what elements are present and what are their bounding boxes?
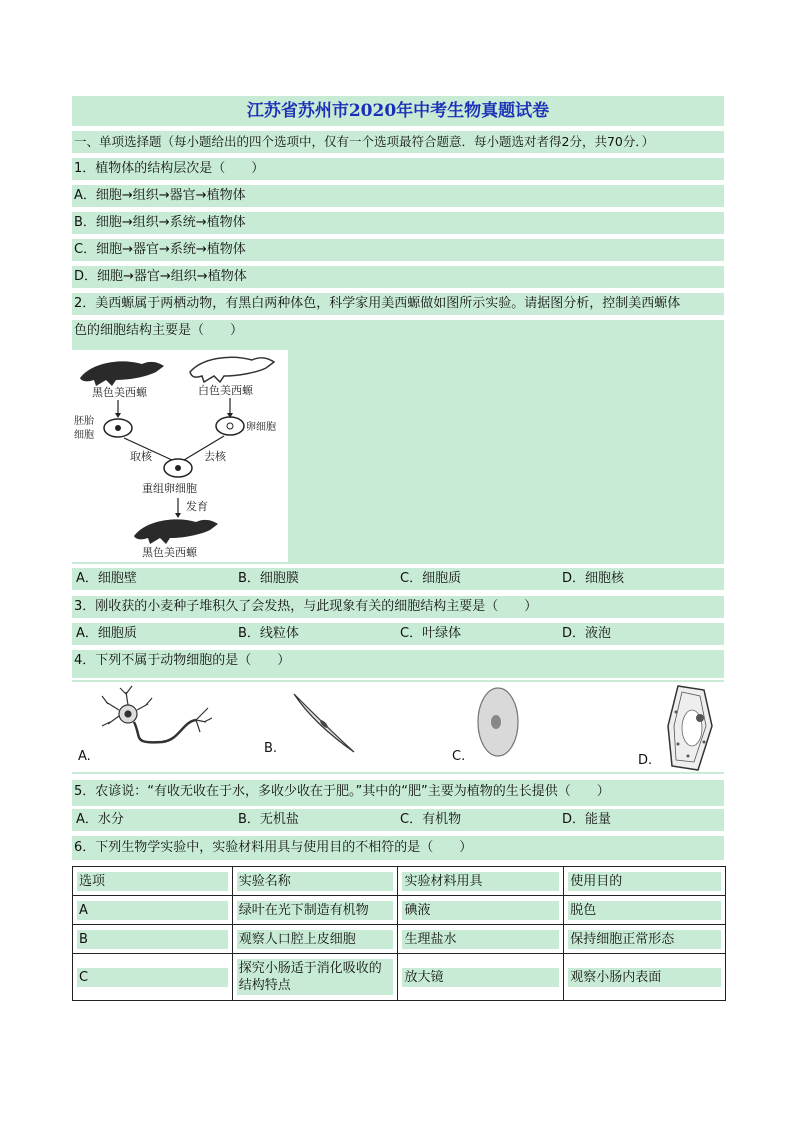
q5-stem: 5．农谚说：“有收无收在于水，多收少收在于肥。”其中的“肥”主要为植物的生长提供（ ） <box>74 784 610 799</box>
cell-materials: 放大镜 <box>402 968 559 987</box>
table-row <box>73 925 726 954</box>
table-header <box>564 867 726 896</box>
label-result-axolotl: 黑色美西螈 <box>142 546 197 559</box>
table-cell <box>398 954 564 1001</box>
cells-diagram <box>72 682 724 772</box>
q5-options-band <box>72 809 724 831</box>
plant-cell-icon <box>668 686 712 770</box>
table-cell <box>398 896 564 925</box>
round-cell-icon <box>478 688 518 756</box>
q2-option-d[interactable]: D．细胞核 <box>562 571 625 586</box>
result-axolotl-icon <box>134 519 218 544</box>
table-cell <box>73 925 233 954</box>
black-axolotl-icon <box>80 361 164 386</box>
neuron-icon <box>102 686 212 742</box>
q5-option-b[interactable]: B．无机盐 <box>238 812 299 827</box>
q3-options-band <box>72 623 724 645</box>
cell-experiment: 观察人口腔上皮细胞 <box>237 930 394 949</box>
q5-option-d[interactable]: D．能量 <box>562 812 612 827</box>
q4-label-a[interactable]: A. <box>78 749 91 764</box>
q6-stem: 6．下列生物学实验中，实验材料用具与使用目的不相符的是（ ） <box>74 840 473 855</box>
table-cell <box>73 954 233 1001</box>
table-header <box>398 867 564 896</box>
q2-stem-line2: 色的细胞结构主要是（ ） <box>74 323 244 338</box>
q5-option-c[interactable]: C．有机物 <box>400 812 462 827</box>
q2-option-b[interactable]: B．细胞膜 <box>238 571 299 586</box>
table-cell <box>564 954 726 1001</box>
egg-cell-icon <box>216 417 244 435</box>
page-title: 江苏省苏州市2020年中考生物真题试卷 <box>246 101 550 121</box>
table-row <box>73 954 726 1001</box>
cell-experiment: 探究小肠适于消化吸收的结构特点 <box>237 959 394 995</box>
cell-materials: 碘液 <box>402 901 559 920</box>
cell-materials: 生理盐水 <box>402 930 559 949</box>
q2-option-a[interactable]: A．细胞壁 <box>76 571 137 586</box>
q4-stem: 4．下列不属于动物细胞的是（ ） <box>74 653 291 668</box>
q2-stem-line1: 2．美西螈属于两栖动物，有黑白两种体色，科学家用美西螈做如图所示实验。请据图分析，控制美西螈体 <box>74 296 681 311</box>
cell-option[interactable]: A <box>77 901 228 920</box>
q2-options-band <box>72 568 724 590</box>
experiment-table <box>72 866 726 1001</box>
table-header <box>232 867 398 896</box>
axolotl-experiment-figure <box>72 350 288 562</box>
q1-option-b[interactable]: B．细胞→组织→系统→植物体 <box>74 215 246 230</box>
white-axolotl-icon <box>190 357 274 382</box>
label-recombined-egg: 重组卵细胞 <box>142 482 197 495</box>
q1-stem: 1．植物体的结构层次是（ ） <box>74 161 265 176</box>
cell-experiment: 绿叶在光下制造有机物 <box>237 901 394 920</box>
q3-option-c[interactable]: C．叶绿体 <box>400 626 462 641</box>
q1-option-c[interactable]: C．细胞→器官→系统→植物体 <box>74 242 246 257</box>
q3-option-b[interactable]: B．线粒体 <box>238 626 299 641</box>
label-egg-cell: 卵细胞 <box>246 422 276 433</box>
header-option: 选项 <box>77 872 228 891</box>
q2-option-c[interactable]: C．细胞质 <box>400 571 462 586</box>
table-cell <box>564 925 726 954</box>
cell-purpose: 脱色 <box>568 901 721 920</box>
table-cell <box>564 896 726 925</box>
header-purpose: 使用目的 <box>568 872 721 891</box>
table-row <box>73 896 726 925</box>
q3-option-a[interactable]: A．细胞质 <box>76 626 137 641</box>
table-cell <box>73 896 233 925</box>
cells-figure <box>72 682 724 772</box>
label-develop: 发育 <box>186 500 208 513</box>
q3-option-d[interactable]: D．液泡 <box>562 626 612 641</box>
q1-option-a[interactable]: A．细胞→组织→器官→植物体 <box>74 188 246 203</box>
cell-purpose: 保持细胞正常形态 <box>568 930 721 949</box>
cell-option[interactable]: B <box>77 930 228 949</box>
table-header <box>73 867 233 896</box>
label-white-axolotl: 白色美西螈 <box>198 384 253 397</box>
header-experiment: 实验名称 <box>237 872 394 891</box>
q3-stem: 3．刚收获的小麦种子堆积久了会发热，与此现象有关的细胞结构主要是（ ） <box>74 599 538 614</box>
q4-label-c[interactable]: C. <box>452 749 466 764</box>
label-embryo-2: 细胞 <box>74 430 94 441</box>
table-cell <box>232 954 398 1001</box>
table-header-row <box>73 867 726 896</box>
cell-purpose: 观察小肠内表面 <box>568 968 721 987</box>
section-heading: 一、单项选择题（每小题给出的四个选项中，仅有一个选项最符合题意．每小题选对者得2分，共70分．） <box>74 134 655 149</box>
label-remove-nucleus: 去核 <box>204 450 226 463</box>
label-embryo-1: 胚胎 <box>74 416 94 427</box>
q1-option-d[interactable]: D．细胞→器官→组织→植物体 <box>74 269 247 284</box>
axolotl-diagram <box>72 350 288 562</box>
table-cell <box>398 925 564 954</box>
label-black-axolotl: 黑色美西螈 <box>92 386 147 399</box>
header-materials: 实验材料用具 <box>402 872 559 891</box>
q4-label-d[interactable]: D. <box>638 753 653 768</box>
cell-option[interactable]: C <box>77 968 228 987</box>
muscle-cell-icon <box>294 694 354 752</box>
q5-option-a[interactable]: A．水分 <box>76 812 124 827</box>
table-cell <box>232 896 398 925</box>
label-take-nucleus: 取核 <box>130 450 152 463</box>
table-cell <box>232 925 398 954</box>
q4-label-b[interactable]: B. <box>264 741 278 756</box>
